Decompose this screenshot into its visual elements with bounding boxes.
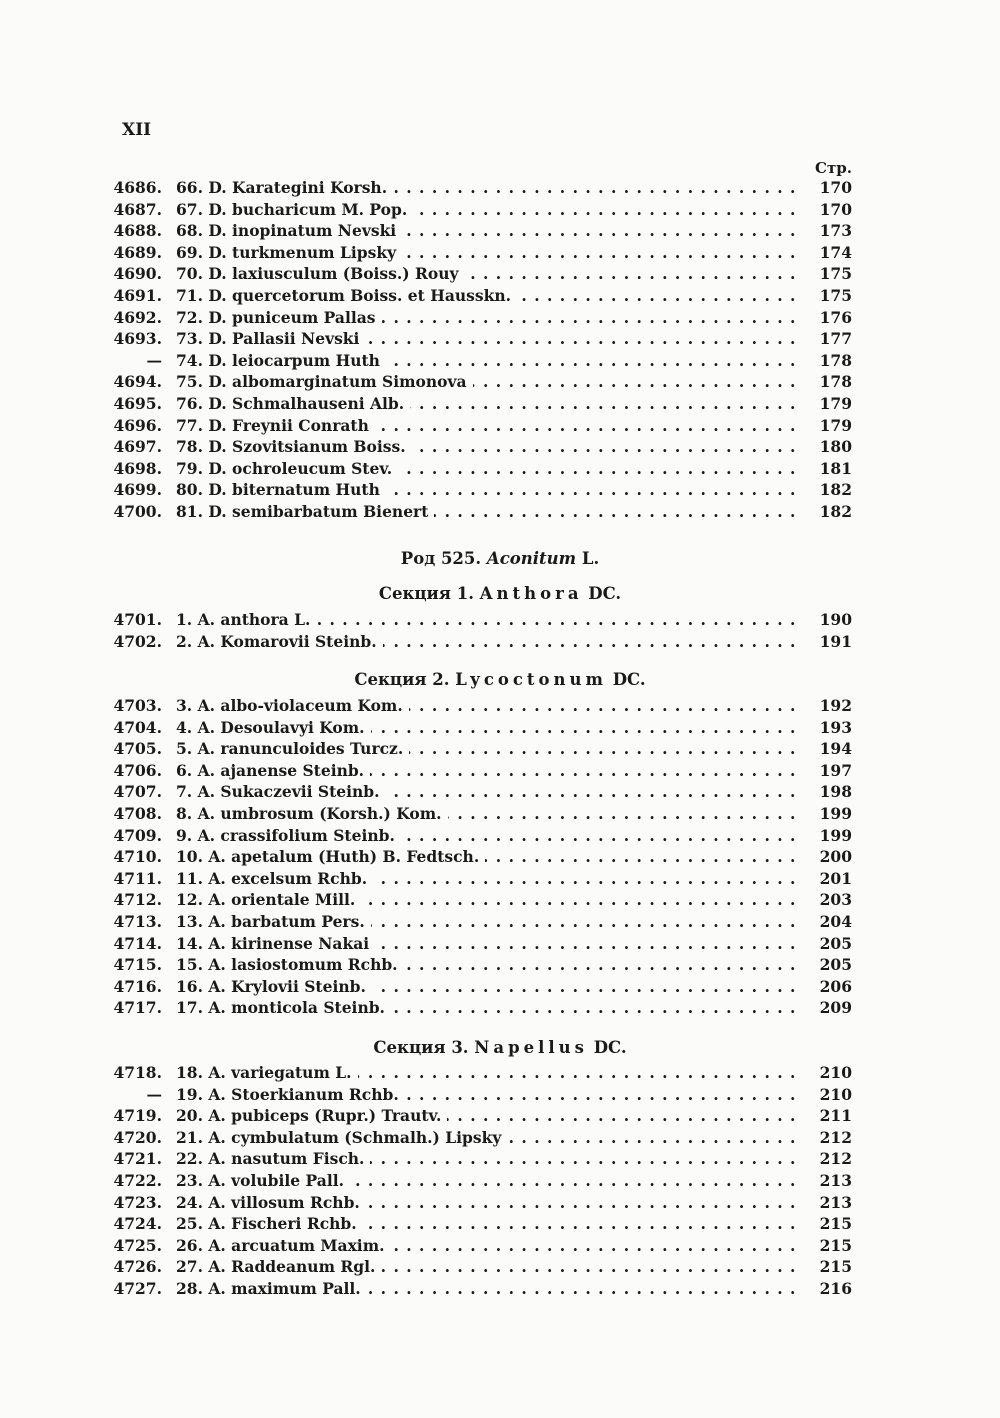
genus-name: Aconitum	[486, 549, 577, 568]
species-entry	[176, 889, 804, 911]
species-name: 23. A. volubile Pall.	[176, 1171, 350, 1190]
toc-row	[110, 609, 852, 631]
genus-heading	[0, 549, 1000, 568]
species-name: 21. A. cymbulatum (Schmalh.) Lipsky	[176, 1128, 507, 1147]
catalog-number: 4721.	[113, 1149, 162, 1169]
species-entry	[176, 1105, 804, 1127]
page-ref: 179	[819, 394, 852, 413]
toc-row	[110, 177, 852, 199]
catalog-number: 4724.	[113, 1214, 162, 1234]
catalog-number: —	[146, 1084, 162, 1104]
page-number: XII	[122, 120, 152, 140]
page-ref: 204	[819, 912, 852, 931]
page-ref: 201	[819, 868, 852, 888]
toc-row	[110, 501, 852, 523]
page-ref: 170	[819, 199, 852, 219]
catalog-number: 4694.	[113, 372, 162, 392]
species-entry	[176, 1148, 804, 1170]
catalog-number: 4709.	[113, 825, 162, 845]
section-2-suffix: DC.	[612, 670, 646, 689]
page-ref: 179	[819, 415, 852, 435]
toc-row	[110, 307, 852, 329]
catalog-number: 4708.	[113, 804, 162, 823]
catalog-number: 4706.	[113, 760, 162, 780]
page-column-label: Стр.	[815, 159, 852, 177]
catalog-number: 4725.	[113, 1235, 162, 1255]
section-3-prefix: Секция 3.	[373, 1038, 469, 1057]
species-name: 15. A. lasiostomum Rchb.	[176, 955, 404, 974]
page-ref: 182	[819, 480, 852, 500]
species-name: 77. D. Freynii Conrath	[176, 416, 375, 435]
toc-row	[110, 954, 852, 976]
species-entry	[176, 307, 804, 329]
page-ref: 180	[819, 437, 852, 457]
page-ref: 210	[819, 1084, 852, 1104]
species-name: 80. D. biternatum Huth	[176, 480, 386, 499]
catalog-number: 4695.	[113, 394, 162, 413]
section-2-heading	[0, 670, 1000, 689]
page-ref: 209	[819, 998, 852, 1018]
page-ref: 192	[819, 696, 852, 715]
section-2-prefix: Секция 2.	[354, 670, 450, 689]
species-entry	[176, 631, 804, 653]
catalog-number: 4714.	[113, 933, 162, 953]
section-1-heading	[0, 584, 1000, 603]
catalog-number: 4712.	[113, 890, 162, 910]
page-ref: 194	[819, 739, 852, 759]
page-ref: 177	[819, 329, 852, 349]
species-name: 2. A. Komarovii Steinb.	[176, 632, 383, 651]
species-entry	[176, 1278, 804, 1300]
species-entry	[176, 760, 804, 782]
catalog-number: 4689.	[113, 242, 162, 262]
catalog-number: 4686.	[113, 178, 162, 197]
toc-row	[110, 846, 852, 868]
page-ref: 197	[819, 760, 852, 780]
species-entry	[176, 1062, 804, 1084]
toc-row	[110, 976, 852, 998]
species-name: 75. D. albomarginatum Simonova	[176, 372, 473, 391]
species-name: 6. A. ajanense Steinb.	[176, 761, 370, 780]
species-entry	[176, 717, 804, 739]
toc-row	[110, 1192, 852, 1214]
catalog-number: 4704.	[113, 717, 162, 737]
page-ref: 178	[819, 350, 852, 370]
toc-row	[110, 631, 852, 653]
catalog-number: 4710.	[113, 847, 162, 867]
page-ref: 181	[819, 458, 852, 478]
species-name: 7. A. Sukaczevii Steinb.	[176, 782, 386, 801]
species-entry	[176, 933, 804, 955]
catalog-number: 4699.	[113, 480, 162, 500]
page-ref: 190	[819, 610, 852, 629]
species-name: 78. D. Szovitsianum Boiss.	[176, 437, 412, 456]
species-name: 3. A. albo-violaceum Kom.	[176, 696, 409, 715]
species-entry	[176, 781, 804, 803]
species-entry	[176, 479, 804, 501]
catalog-number: 4703.	[113, 696, 162, 715]
page-ref: 199	[819, 825, 852, 845]
page-ref: 211	[819, 1106, 852, 1126]
species-entry	[176, 177, 804, 199]
toc-row	[110, 803, 852, 825]
catalog-number: 4722.	[113, 1171, 162, 1190]
catalog-number: 4726.	[113, 1257, 162, 1277]
species-entry	[176, 263, 804, 285]
page-ref: 206	[819, 976, 852, 996]
species-name: 14. A. kirinense Nakai	[176, 934, 375, 953]
species-entry	[176, 1235, 804, 1257]
species-name: 81. D. semibarbatum Bienert	[176, 502, 434, 521]
species-entry	[176, 1170, 804, 1192]
catalog-number: 4692.	[113, 307, 162, 327]
page-ref: 191	[819, 631, 852, 651]
species-entry	[176, 738, 804, 760]
toc-row	[110, 436, 852, 458]
catalog-number: 4696.	[113, 415, 162, 435]
page-ref: 212	[819, 1149, 852, 1169]
species-name: 20. A. pubiceps (Rupr.) Trautv.	[176, 1106, 447, 1125]
species-entry	[176, 954, 804, 976]
species-entry	[176, 1127, 804, 1149]
page-ref: 193	[819, 717, 852, 737]
page-ref: 200	[819, 847, 852, 867]
catalog-number: 4717.	[113, 998, 162, 1018]
catalog-number: 4701.	[113, 610, 162, 629]
catalog-number: 4715.	[113, 955, 162, 975]
section-1-suffix: DC.	[588, 584, 622, 603]
species-entry	[176, 393, 804, 415]
species-entry	[176, 220, 804, 242]
toc-row	[110, 868, 852, 890]
toc-row	[110, 263, 852, 285]
catalog-number: 4723.	[113, 1192, 162, 1212]
species-entry	[176, 868, 804, 890]
species-name: 17. A. monticola Steinb.	[176, 998, 391, 1017]
species-entry	[176, 501, 804, 523]
toc-row	[110, 889, 852, 911]
page-ref: 178	[819, 372, 852, 392]
species-name: 8. A. umbrosum (Korsh.) Kom.	[176, 804, 448, 823]
species-name: 11. A. excelsum Rchb.	[176, 869, 373, 888]
species-name: 66. D. Karategini Korsh.	[176, 178, 393, 197]
species-entry	[176, 846, 804, 868]
toc-row	[110, 350, 852, 372]
toc-row	[110, 415, 852, 437]
toc-row	[110, 760, 852, 782]
toc-row	[110, 1278, 852, 1300]
species-entry	[176, 242, 804, 264]
species-entry	[176, 436, 804, 458]
species-entry	[176, 415, 804, 437]
toc-row	[110, 458, 852, 480]
catalog-number: 4720.	[113, 1127, 162, 1147]
species-name: 22. A. nasutum Fisch.	[176, 1149, 370, 1168]
catalog-number: 4718.	[113, 1063, 162, 1082]
species-entry	[176, 1192, 804, 1214]
toc-row	[110, 1127, 852, 1149]
section-3-suffix: DC.	[593, 1038, 627, 1057]
species-entry	[176, 371, 804, 393]
toc-row	[110, 479, 852, 501]
species-entry	[176, 825, 804, 847]
species-name: 26. A. arcuatum Maxim.	[176, 1236, 391, 1255]
page-ref: 215	[819, 1257, 852, 1277]
toc-row	[110, 911, 852, 933]
species-name: 70. D. laxiusculum (Boiss.) Rouy	[176, 264, 465, 283]
species-name: 73. D. Pallasii Nevski	[176, 329, 365, 348]
page-ref: 175	[819, 286, 852, 305]
catalog-number: 4716.	[113, 976, 162, 996]
catalog-number: 4707.	[113, 782, 162, 802]
toc-row	[110, 285, 852, 307]
page-ref: 175	[819, 264, 852, 284]
toc-row	[110, 1256, 852, 1278]
catalog-number: 4711.	[113, 868, 162, 888]
species-name: 69. D. turkmenum Lipsky	[176, 243, 402, 262]
species-entry	[176, 609, 804, 631]
species-name: 13. A. barbatum Pers.	[176, 912, 371, 931]
species-name: 74. D. leiocarpum Huth	[176, 351, 386, 370]
genus-prefix: Род 525.	[400, 549, 482, 568]
toc-row	[110, 242, 852, 264]
toc-row	[110, 717, 852, 739]
toc-row	[110, 1148, 852, 1170]
toc-row	[110, 997, 852, 1019]
toc-row	[110, 328, 852, 350]
section-2-name: Lycoctonum	[455, 670, 607, 689]
species-entry	[176, 1213, 804, 1235]
catalog-number: 4688.	[113, 221, 162, 241]
page-ref: 173	[819, 221, 852, 241]
toc-row	[110, 1170, 852, 1192]
section-3-name: Napellus	[474, 1038, 588, 1057]
page-ref: 213	[819, 1171, 852, 1190]
species-name: 5. A. ranunculoides Turcz.	[176, 739, 409, 758]
page-ref: 198	[819, 782, 852, 802]
page-ref: 212	[819, 1127, 852, 1147]
catalog-number: 4691.	[113, 286, 162, 305]
species-entry	[176, 458, 804, 480]
page-ref: 170	[819, 178, 852, 197]
species-entry	[176, 976, 804, 998]
page-ref: 203	[819, 890, 852, 910]
toc-row	[110, 371, 852, 393]
species-name: 28. A. maximum Pall.	[176, 1279, 367, 1298]
species-name: 71. D. quercetorum Boiss. et Hausskn.	[176, 286, 517, 305]
page-ref: 216	[819, 1279, 852, 1298]
toc-row	[110, 825, 852, 847]
page-ref: 215	[819, 1214, 852, 1234]
species-name: 9. A. crassifolium Steinb.	[176, 826, 401, 845]
catalog-number: 4713.	[113, 912, 162, 931]
page-ref: 199	[819, 804, 852, 823]
species-name: 76. D. Schmalhauseni Alb.	[176, 394, 410, 413]
species-name: 67. D. bucharicum M. Pop.	[176, 200, 413, 219]
page-ref: 205	[819, 955, 852, 975]
page-ref: 215	[819, 1235, 852, 1255]
species-entry	[176, 285, 804, 307]
catalog-number: 4719.	[113, 1106, 162, 1126]
catalog-number: 4727.	[113, 1279, 162, 1298]
page-ref: 210	[819, 1063, 852, 1082]
toc-row	[110, 1062, 852, 1084]
species-name: 16. A. Krylovii Steinb.	[176, 977, 372, 996]
species-name: 12. A. orientale Mill.	[176, 890, 361, 909]
toc-row	[110, 738, 852, 760]
catalog-number: 4705.	[113, 739, 162, 759]
toc-row	[110, 1235, 852, 1257]
species-name: 1. A. anthora L.	[176, 610, 316, 629]
species-name: 18. A. variegatum L.	[176, 1063, 358, 1082]
species-name: 25. A. Fischeri Rchb.	[176, 1214, 363, 1233]
catalog-number: 4698.	[113, 458, 162, 478]
species-entry	[176, 1084, 804, 1106]
page-ref: 213	[819, 1192, 852, 1212]
species-entry	[176, 328, 804, 350]
species-entry	[176, 350, 804, 372]
toc-row	[110, 695, 852, 717]
species-entry	[176, 199, 804, 221]
catalog-number: —	[146, 350, 162, 370]
section-3-heading	[0, 1038, 1000, 1057]
catalog-number: 4697.	[113, 437, 162, 457]
toc-row	[110, 220, 852, 242]
species-name: 79. D. ochroleucum Stev.	[176, 459, 398, 478]
catalog-number: 4700.	[113, 502, 162, 521]
species-entry	[176, 803, 804, 825]
catalog-number: 4687.	[113, 199, 162, 219]
species-name: 24. A. villosum Rchb.	[176, 1193, 366, 1212]
catalog-number: 4693.	[113, 329, 162, 349]
page-ref: 182	[819, 502, 852, 521]
page-ref: 205	[819, 933, 852, 953]
toc-row	[110, 1213, 852, 1235]
species-name: 19. A. Stoerkianum Rchb.	[176, 1085, 405, 1104]
species-entry	[176, 911, 804, 933]
toc-row	[110, 781, 852, 803]
page-ref: 176	[819, 307, 852, 327]
toc-row	[110, 1105, 852, 1127]
species-name: 27. A. Raddeanum Rgl.	[176, 1257, 381, 1276]
section-1-name: Anthora	[479, 584, 583, 603]
species-entry	[176, 695, 804, 717]
catalog-number: 4690.	[113, 264, 162, 284]
toc-row	[110, 199, 852, 221]
section-1-prefix: Секция 1.	[378, 584, 474, 603]
catalog-number: 4702.	[113, 631, 162, 651]
toc-row	[110, 393, 852, 415]
genus-suffix: L.	[581, 549, 600, 568]
toc-row	[110, 933, 852, 955]
toc-row	[110, 1084, 852, 1106]
species-entry	[176, 997, 804, 1019]
species-name: 68. D. inopinatum Nevski	[176, 221, 402, 240]
species-entry	[176, 1256, 804, 1278]
page-ref: 174	[819, 242, 852, 262]
species-name: 10. A. apetalum (Huth) B. Fedtsch.	[176, 847, 485, 866]
species-name: 72. D. puniceum Pallas	[176, 308, 382, 327]
species-name: 4. A. Desoulavyi Kom.	[176, 718, 371, 737]
